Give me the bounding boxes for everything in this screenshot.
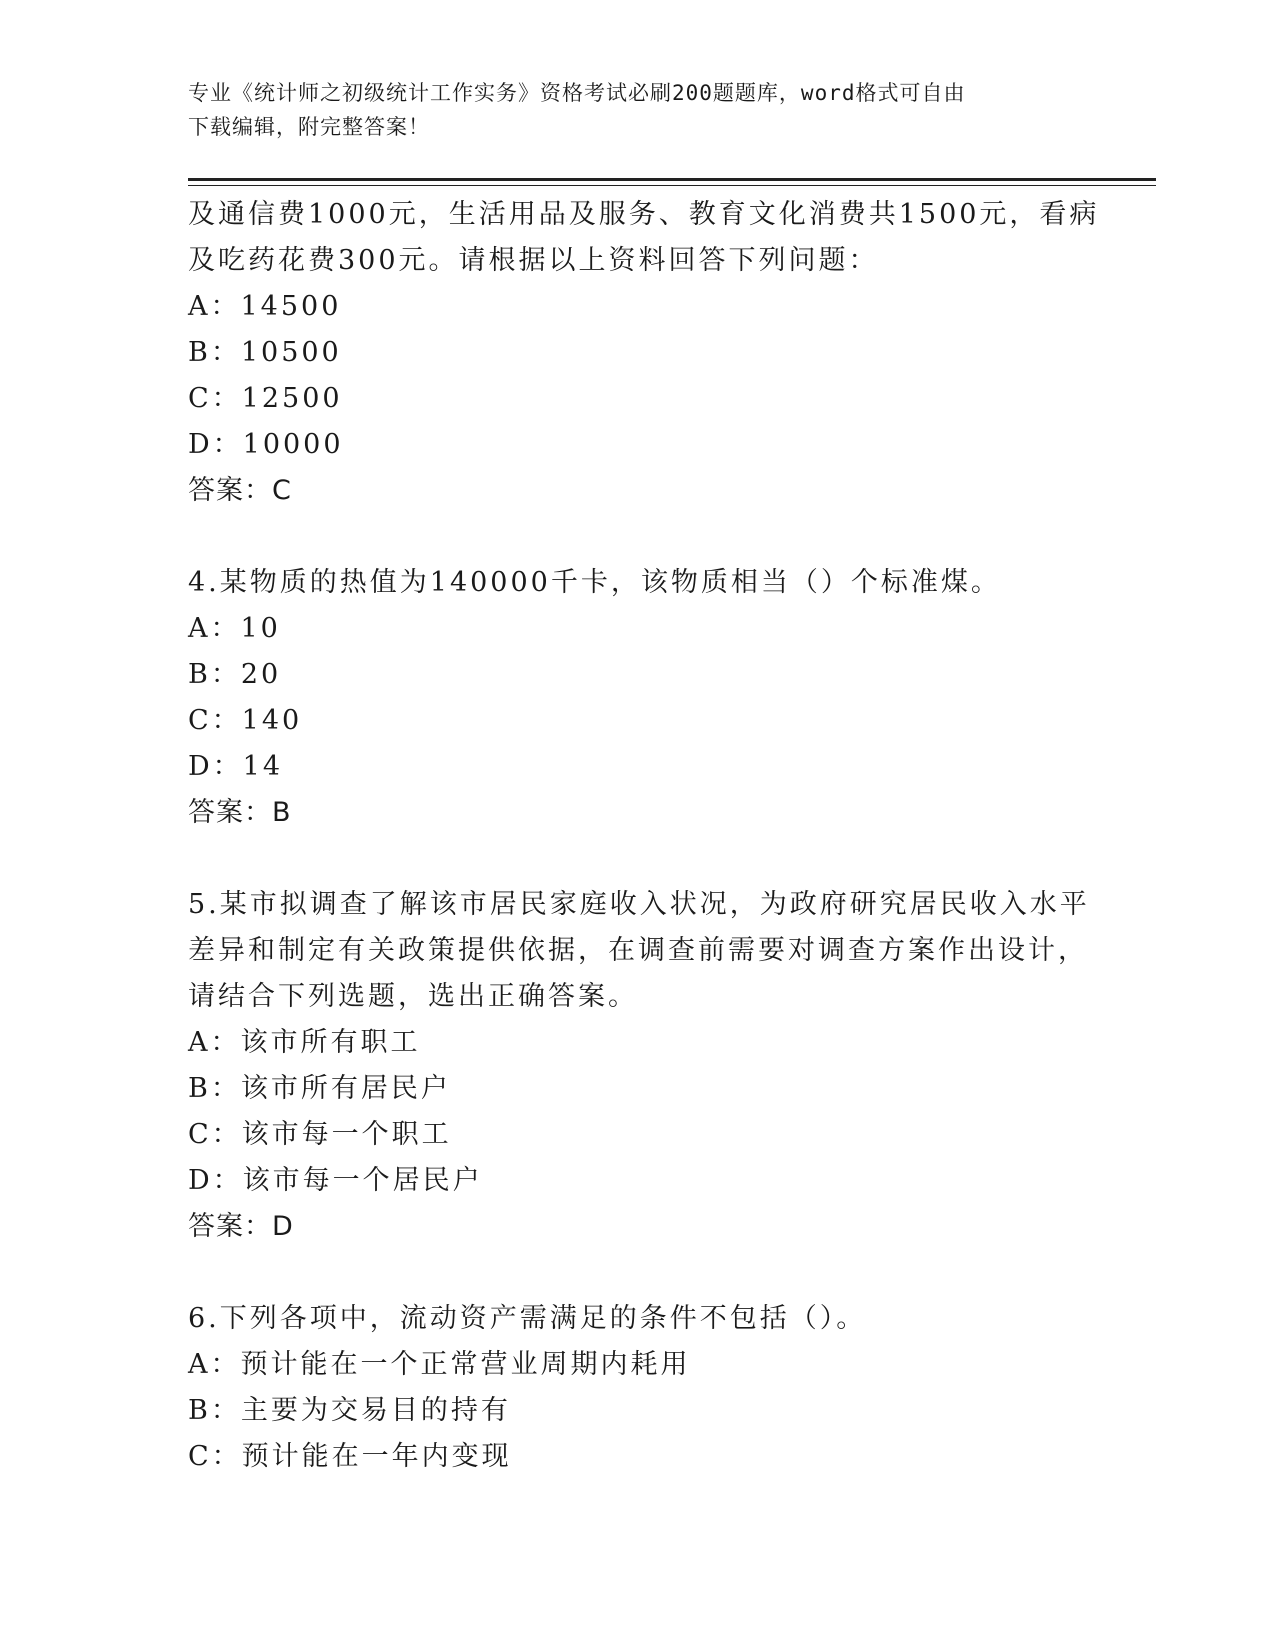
question-6 — [188, 1296, 1088, 1480]
answer-label: 答案：B — [188, 797, 292, 828]
header-title-line1: 专业《统计师之初级统计工作实务》资格考试必刷200题题库，word格式可自由 — [188, 81, 966, 105]
question-3 — [188, 192, 1100, 514]
option-c: C：该市每一个职工 — [188, 1119, 452, 1150]
question-spacer — [188, 836, 1088, 882]
question-5 — [188, 882, 1088, 1250]
question-stem-line: 及通信费1000元，生活用品及服务、教育文化消费共1500元，看病 — [188, 199, 1100, 230]
answer-label: 答案：D — [188, 1211, 294, 1242]
option-d: D：该市每一个居民户 — [188, 1165, 483, 1196]
question-stem-line: 5.某市拟调查了解该市居民家庭收入状况，为政府研究居民收入水平 — [188, 889, 1090, 920]
header-divider-thick — [188, 178, 1156, 181]
option-b: B：20 — [188, 659, 282, 690]
question-stem-line: 6.下列各项中，流动资产需满足的条件不包括（）。 — [188, 1303, 867, 1334]
question-4 — [188, 560, 1088, 836]
option-b: B：主要为交易目的持有 — [188, 1395, 511, 1426]
option-c: C：12500 — [188, 383, 343, 414]
option-a: A：10 — [188, 613, 281, 644]
question-stem-line: 差异和制定有关政策提供依据，在调查前需要对调查方案作出设计， — [188, 935, 1088, 966]
option-a: A：该市所有职工 — [188, 1027, 421, 1058]
question-stem-line: 及吃药花费300元。请根据以上资料回答下列问题： — [188, 245, 879, 276]
option-d: D：10000 — [188, 429, 344, 460]
question-stem-line: 请结合下列选题，选出正确答案。 — [188, 981, 638, 1012]
option-c: C：预计能在一年内变现 — [188, 1441, 512, 1472]
document-header — [188, 76, 1068, 144]
option-d: D：14 — [188, 751, 284, 782]
option-b: B：该市所有居民户 — [188, 1073, 451, 1104]
question-spacer — [188, 514, 1088, 560]
header-title-line2: 下载编辑，附完整答案！ — [188, 115, 430, 139]
option-b: B：10500 — [188, 337, 342, 368]
question-list — [188, 192, 1100, 1480]
header-divider-thin — [188, 185, 1156, 186]
option-c: C：140 — [188, 705, 303, 736]
question-stem-line: 4.某物质的热值为140000千卡，该物质相当（）个标准煤。 — [188, 567, 1001, 598]
option-a: A：预计能在一个正常营业周期内耗用 — [188, 1349, 691, 1380]
option-a: A：14500 — [188, 291, 342, 322]
question-spacer — [188, 1250, 1088, 1296]
answer-label: 答案：C — [188, 475, 292, 506]
